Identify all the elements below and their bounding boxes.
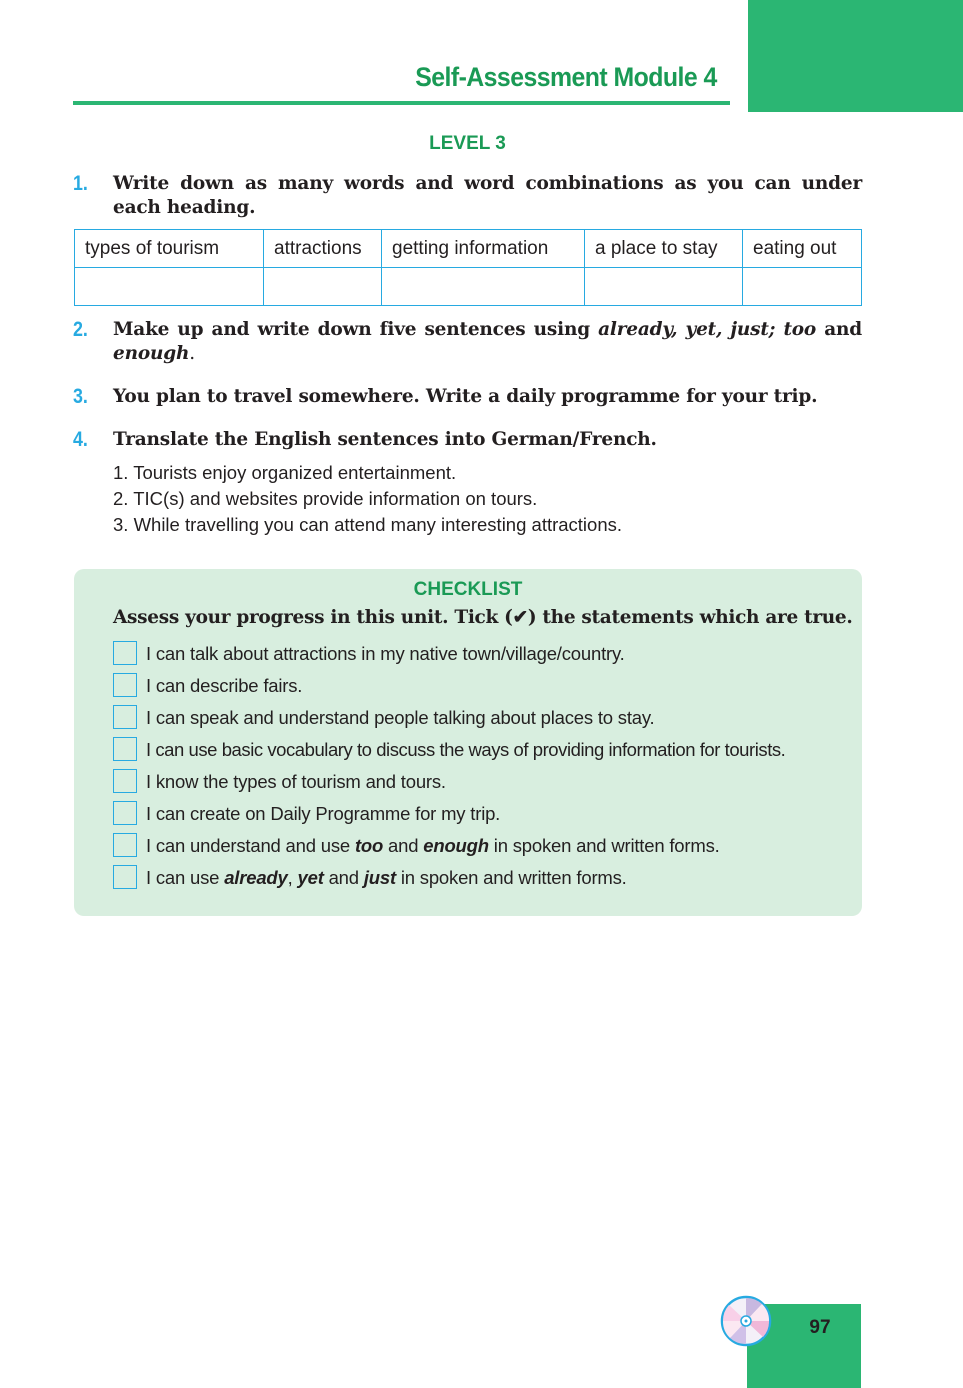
answer-cell[interactable]	[382, 268, 585, 306]
checklist-item-text: I can speak and understand people talking about places to stay.	[146, 707, 655, 728]
keyword-too: too	[354, 835, 384, 856]
level-heading: LEVEL 3	[429, 133, 506, 154]
answer-cell[interactable]	[264, 268, 382, 306]
title-underline	[73, 101, 730, 105]
list-item: 2. TIC(s) and websites provide information on tours.	[113, 488, 538, 509]
task-keyword: enough	[113, 343, 190, 364]
tick-checkbox[interactable]	[113, 833, 137, 857]
task-instruction: You plan to travel somewhere. Write a daily programme for your trip.	[113, 386, 818, 407]
page-number: 97	[809, 1317, 831, 1338]
checklist-title: CHECKLIST	[413, 579, 523, 600]
table-header-cell: eating out	[743, 230, 862, 268]
answer-cell[interactable]	[743, 268, 862, 306]
keyword-yet: yet	[297, 867, 324, 888]
tick-checkbox[interactable]	[113, 737, 137, 761]
task-number: 3.	[73, 385, 88, 408]
text-part: and	[323, 867, 364, 888]
tick-checkbox[interactable]	[113, 769, 137, 793]
text-part: and	[383, 835, 424, 856]
tick-checkbox[interactable]	[113, 641, 137, 665]
task-instruction	[113, 318, 862, 366]
task-instruction: Translate the English sentences into German/French.	[113, 429, 657, 450]
task-number: 4.	[73, 428, 88, 451]
task-instruction: Write down as many words and word combinations as you can under each heading.	[113, 173, 862, 218]
corner-color-block	[748, 0, 963, 112]
task-2	[73, 318, 862, 366]
task-keywords: already, yet, just; too	[598, 319, 817, 340]
checklist-item-text: I can use basic vocabulary to discuss the ways of providing information for tourists.	[146, 739, 786, 760]
task-text-part: .	[189, 343, 195, 364]
list-item: 1. Tourists enjoy organized entertainment.	[113, 462, 457, 483]
text-part: ,	[287, 867, 298, 888]
task-text-part: Make up and write down five sentences using	[113, 319, 599, 340]
answer-cell[interactable]	[585, 268, 743, 306]
task-4	[73, 428, 862, 452]
tick-checkbox[interactable]	[113, 705, 137, 729]
task-text-part: and	[816, 319, 862, 340]
text-part: in spoken and written forms.	[488, 835, 720, 856]
table-header-cell: getting information	[382, 230, 585, 268]
checklist-item-text: I can describe fairs.	[146, 675, 303, 696]
checklist-item-text	[146, 835, 720, 857]
table-header-row	[75, 230, 862, 268]
answer-cell[interactable]	[75, 268, 264, 306]
tick-checkbox[interactable]	[113, 673, 137, 697]
tick-checkbox[interactable]	[113, 865, 137, 889]
checklist-item-text	[146, 867, 627, 889]
text-part: I can use	[146, 867, 225, 888]
table-answer-row	[75, 268, 862, 306]
page-title: Self-Assessment Module 4	[415, 62, 717, 92]
task-3	[73, 385, 862, 409]
word-table	[74, 229, 862, 306]
table-header-cell: attractions	[264, 230, 382, 268]
keyword-already: already	[224, 867, 288, 888]
list-item: 3. While travelling you can attend many interesting attractions.	[113, 514, 623, 535]
sentence-list	[113, 460, 622, 538]
task-1	[73, 172, 862, 220]
checklist-item-text: I know the types of tourism and tours.	[146, 771, 446, 792]
text-part: I can understand and use	[146, 835, 355, 856]
cd-disc-icon	[720, 1295, 772, 1347]
table-header-cell: types of tourism	[75, 230, 264, 268]
keyword-enough: enough	[423, 835, 489, 856]
checklist-instruction: Assess your progress in this unit. Tick (✔) the statements which are true.	[113, 607, 853, 628]
checklist-item-text: I can create on Daily Programme for my trip.	[146, 803, 501, 824]
checklist-item-text: I can talk about attractions in my native town/village/country.	[146, 643, 625, 664]
task-number: 1.	[73, 172, 88, 195]
text-part: in spoken and written forms.	[395, 867, 627, 888]
table-header-cell: a place to stay	[585, 230, 743, 268]
task-number: 2.	[73, 318, 88, 341]
tick-checkbox[interactable]	[113, 801, 137, 825]
keyword-just: just	[363, 867, 396, 888]
